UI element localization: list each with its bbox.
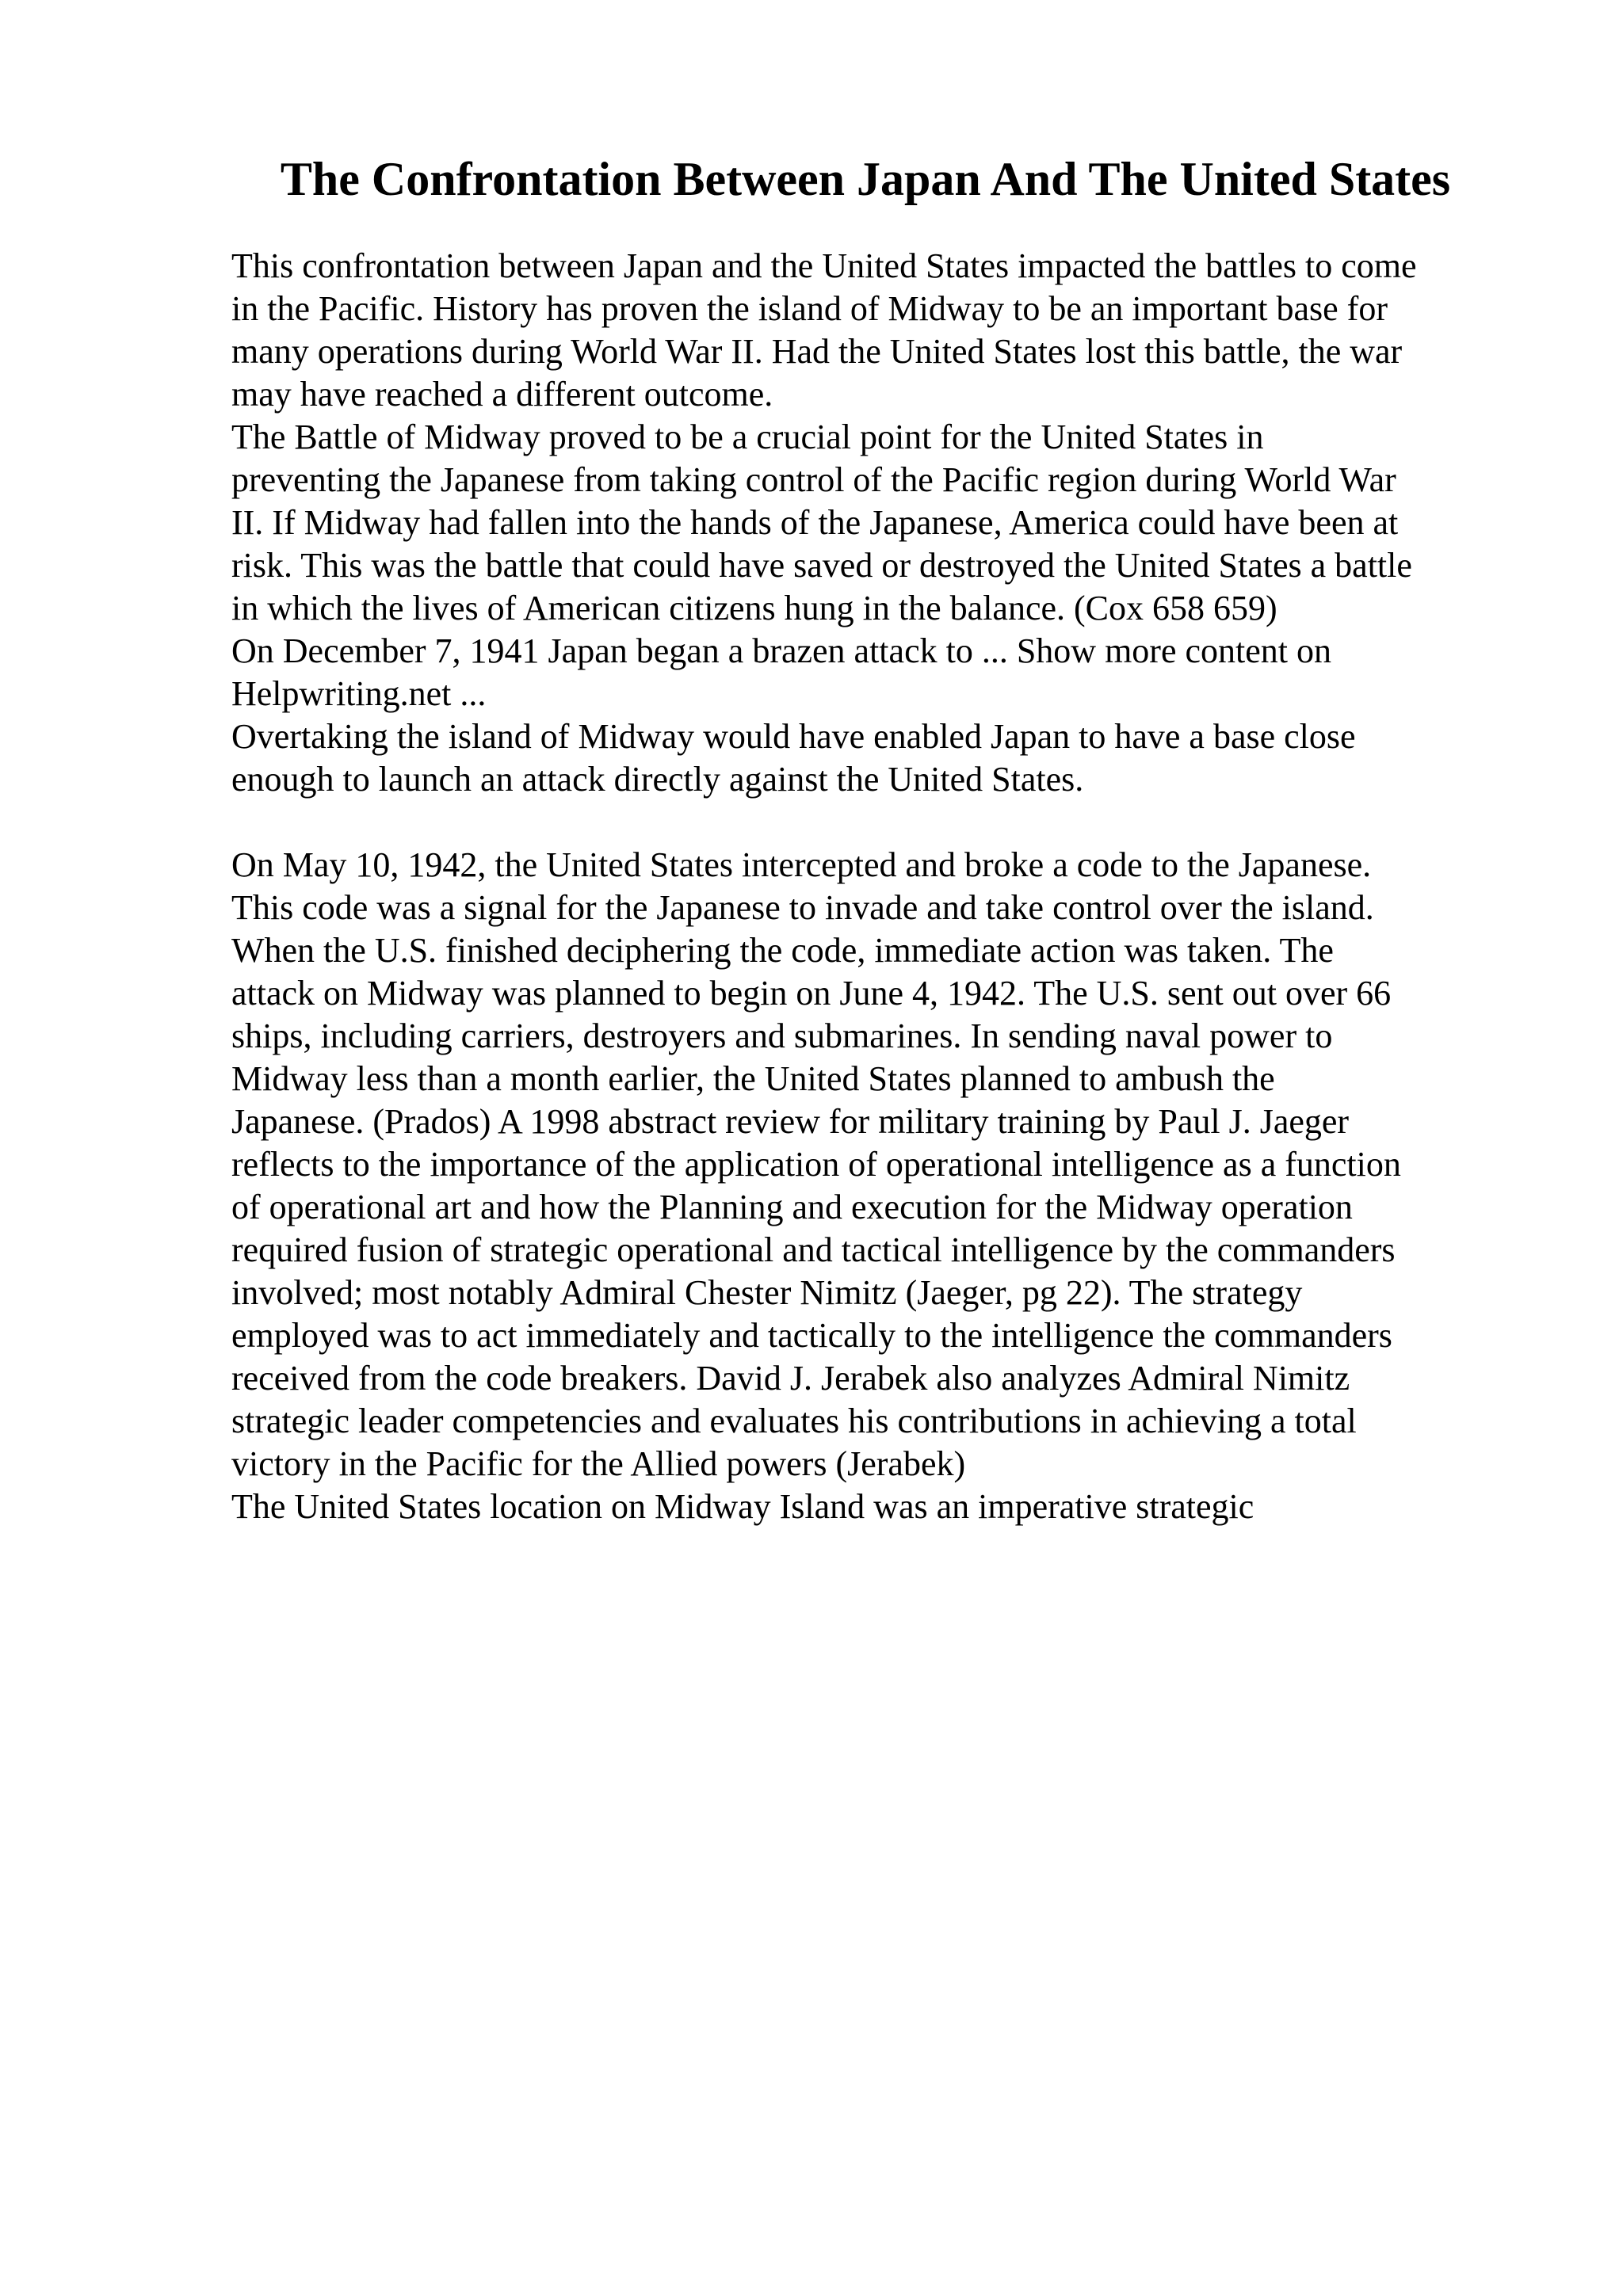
paragraph-spacer xyxy=(231,801,1539,844)
paragraph-intro xyxy=(231,245,1539,416)
paragraph-code-breaking xyxy=(231,844,1539,1486)
text-line: Midway less than a month earlier, the United States planned to ambush the xyxy=(231,1059,1275,1098)
text-line: ships, including carriers, destroyers and submarines. In sending naval power to xyxy=(231,1016,1333,1055)
text-line: This confrontation between Japan and the United States impacted the battles to come xyxy=(231,246,1417,285)
text-line: in which the lives of American citizens hung in the balance. (Cox 658 659) xyxy=(231,589,1277,627)
text-line: of operational art and how the Planning and execution for the Midway operation xyxy=(231,1188,1353,1226)
text-line: This code was a signal for the Japanese to invade and take control over the island. xyxy=(231,888,1374,927)
text-line: Overtaking the island of Midway would have enabled Japan to have a base close xyxy=(231,717,1356,756)
paragraph-december-attack xyxy=(231,630,1539,715)
text-line: may have reached a different outcome. xyxy=(231,375,773,414)
document-title: The Confrontation Between Japan And The United States xyxy=(280,153,1451,205)
text-line: enough to launch an attack directly against the United States. xyxy=(231,760,1084,799)
text-line: The United States location on Midway Island was an imperative strategic xyxy=(231,1487,1254,1526)
text-line: reflects to the importance of the application of operational intelligence as a function xyxy=(231,1145,1401,1184)
text-line: Japanese. (Prados) A 1998 abstract review for military training by Paul J. Jaeger xyxy=(231,1102,1350,1141)
text-line: The Battle of Midway proved to be a crucial point for the United States in xyxy=(231,418,1264,456)
paragraph-overtaking-midway xyxy=(231,715,1539,801)
text-line: On December 7, 1941 Japan began a brazen attack to ... Show more content on xyxy=(231,631,1331,670)
text-line: risk. This was the battle that could have saved or destroyed the United States a battle xyxy=(231,546,1412,585)
text-line: Helpwriting.net ... xyxy=(231,674,487,713)
document-body xyxy=(231,245,1539,1528)
text-line: required fusion of strategic operational and tactical intelligence by the commanders xyxy=(231,1230,1396,1269)
text-line: When the U.S. finished deciphering the code, immediate action was taken. The xyxy=(231,931,1334,970)
text-line: received from the code breakers. David J. Jerabek also analyzes Admiral Nimitz xyxy=(231,1359,1350,1398)
text-line: II. If Midway had fallen into the hands of the Japanese, America could have been at xyxy=(231,503,1399,542)
paragraph-battle-of-midway xyxy=(231,416,1539,630)
paragraph-location-strategic xyxy=(231,1486,1539,1528)
text-line: victory in the Pacific for the Allied powers (Jerabek) xyxy=(231,1444,966,1483)
text-line: employed was to act immediately and tactically to the intelligence the commanders xyxy=(231,1316,1392,1355)
text-line: many operations during World War II. Had the United States lost this battle, the war xyxy=(231,332,1403,371)
text-line: attack on Midway was planned to begin on June 4, 1942. The U.S. sent out over 66 xyxy=(231,974,1392,1013)
text-line: On May 10, 1942, the United States intercepted and broke a code to the Japanese. xyxy=(231,845,1372,884)
text-line: preventing the Japanese from taking control of the Pacific region during World War xyxy=(231,460,1396,499)
text-line: in the Pacific. History has proven the island of Midway to be an important base for xyxy=(231,289,1388,328)
text-line: strategic leader competencies and evaluates his contributions in achieving a total xyxy=(231,1402,1357,1440)
text-line: involved; most notably Admiral Chester Nimitz (Jaeger, pg 22). The strategy xyxy=(231,1273,1303,1312)
